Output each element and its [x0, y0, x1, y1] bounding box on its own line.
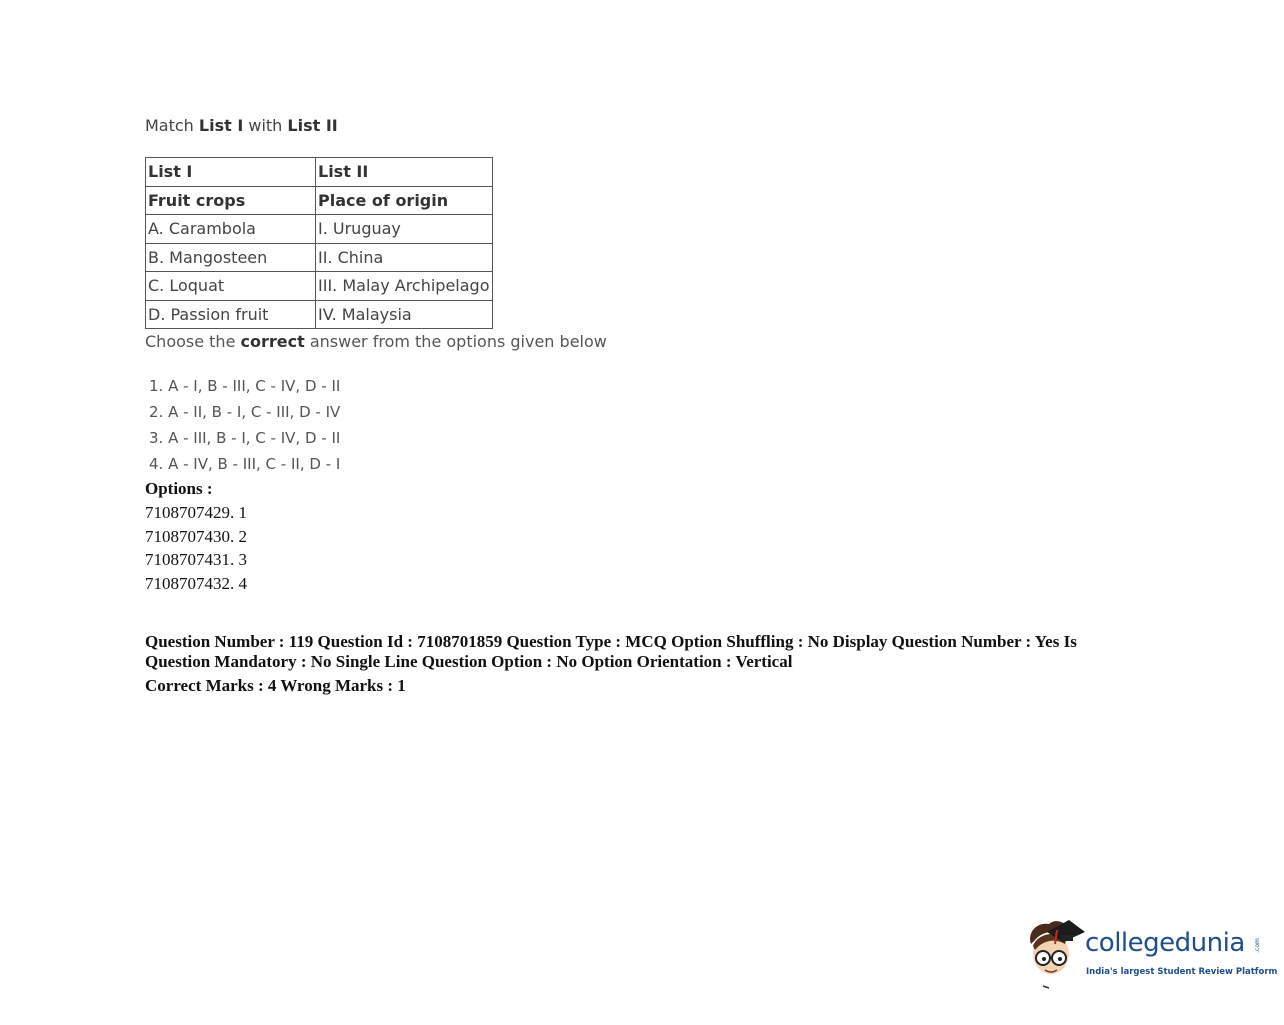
table-cell: D. Passion fruit [146, 300, 316, 329]
match-table [145, 157, 493, 329]
intro-list1: List I [198, 116, 244, 135]
table-cell: B. Mangosteen [146, 243, 316, 272]
table-header-row [146, 158, 493, 187]
choice-item: 4. A - IV, B - III, C - II, D - I [149, 455, 341, 473]
question-intro [145, 115, 1145, 137]
choose-suffix: answer from the options given below [304, 332, 607, 351]
table-header-cell: List I [146, 158, 316, 187]
table-subheader-cell: Fruit crops [146, 186, 316, 215]
option-id-line: 7108707429. 1 [145, 503, 247, 522]
intro-mid: with [243, 116, 288, 135]
answer-choices [149, 373, 1145, 477]
logo-wordmark: collegedunia [1085, 928, 1245, 958]
logo-tagline: India's largest Student Review Platform [1086, 967, 1278, 977]
choose-bold: correct [240, 332, 305, 351]
table-cell: III. Malay Archipelago [316, 272, 493, 301]
marks-line: Correct Marks : 4 Wrong Marks : 1 [145, 676, 406, 695]
choose-prefix: Choose the [145, 332, 241, 351]
table-row [146, 272, 493, 301]
question-metadata [145, 632, 1135, 696]
option-id-line: 7108707432. 4 [145, 573, 247, 593]
option-id-line: 7108707431. 3 [145, 550, 247, 569]
mascot-icon [1025, 918, 1087, 990]
table-subheader-cell: Place of origin [316, 186, 493, 215]
table-cell: A. Carambola [146, 215, 316, 244]
table-header-cell: List II [316, 158, 493, 187]
question-block [145, 115, 1145, 595]
choice-item: 1. A - I, B - III, C - IV, D - II [149, 377, 341, 395]
table-row [146, 215, 493, 244]
option-id-line: 7108707430. 2 [145, 526, 247, 546]
table-cell: II. China [316, 243, 493, 272]
table-row [146, 243, 493, 272]
table-cell: C. Loquat [146, 272, 316, 301]
table-cell: IV. Malaysia [316, 300, 493, 329]
intro-prefix: Match [145, 116, 199, 135]
table-subheader-row [146, 186, 493, 215]
metadata-line: Question Mandatory : No Single Line Question Option : No Option Orientation : Vertical [145, 652, 793, 671]
collegedunia-logo [1025, 918, 1278, 990]
options-label: Options : [145, 479, 213, 498]
metadata-line: Question Number : 119 Question Id : 7108701859 Question Type : MCQ Option Shuffling : No Display Question Number : Yes Is [145, 632, 1077, 651]
choice-item: 2. A - II, B - I, C - III, D - IV [149, 403, 341, 421]
intro-list2: List II [287, 116, 338, 135]
choose-instruction [145, 331, 1145, 353]
table-row [146, 300, 493, 329]
table-cell: I. Uruguay [316, 215, 493, 244]
choice-item: 3. A - III, B - I, C - IV, D - II [149, 429, 341, 447]
logo-com-suffix: .com [1253, 938, 1261, 953]
